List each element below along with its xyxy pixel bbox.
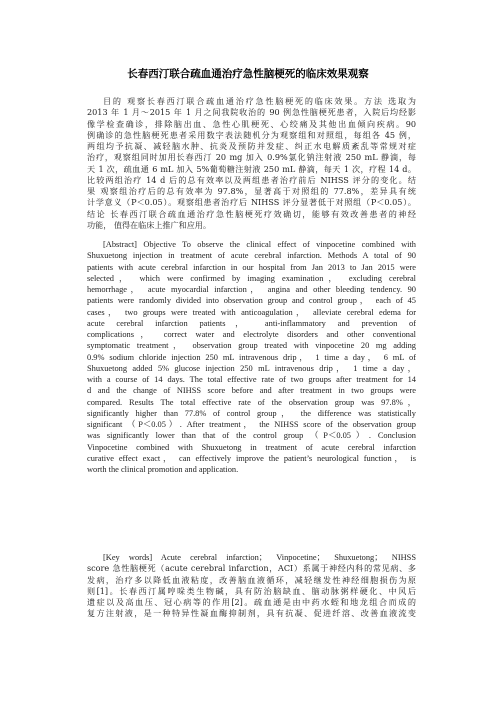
abstract-cn-line: 计学意义（P＜0.05）。观察组患者治疗后 NIHSS 评分显著低于对照组（P＜0.05）。: [87, 197, 416, 208]
intro-line: 遗症以及高血压、冠心病等的作用[2]。疏血通是由中药水蛭和地龙组合而成的: [87, 597, 416, 607]
abstract-en-line: [Abstract] Objective To observe the clinical effect of vinpocetine combined with: [103, 240, 416, 249]
abstract-cn-line: 比较两组治疗 14 d 后的总有效率以及两组患者治疗前后 NIHSS 评分的变化。结: [87, 174, 416, 185]
abstract-en-line: cases， two groups were treated with anticoagulation， alleviate cerebral edema for: [87, 307, 416, 317]
abstract-en-line: Shuxuetong injection in treatment of acute cerebral infarction. Methods A total of 90: [87, 251, 416, 261]
abstract-en-line: Shuxuetong added 5% glucose injection 250 mL intravenous drip， 1 time a day，: [87, 363, 416, 373]
intro-line: score 急性脑梗死（acute cerebral infarction，ACI）系属于神经内科的常见病、多: [87, 563, 416, 574]
abstract-cn-line: 天 1 次，疏血通 6 mL 加入 5%葡萄糖注射液 250 mL 静滴，每天 1 次，疗程 14 d。: [87, 163, 416, 174]
abstract-en-line: 0.9% sodium chloride injection 250 mL intravenous drip， 1 time a day， 6 mL of: [87, 352, 416, 362]
abstract-en-line: significantly higher than 77.8% of control group， the difference was statistically: [87, 408, 416, 418]
abstract-cn-line: 果 观察组治疗后的总有效率为 97.8%，显著高于对照组的 77.8%，差异具有统: [87, 186, 416, 196]
abstract-en-line: was significantly lower than that of the control group （P＜0.05）. Conclusion: [87, 431, 416, 441]
intro-line: 发病，治疗多以降低血液粘度，改善脑血液循环，减轻继发性神经细胞损伤为原: [87, 574, 416, 585]
abstract-en-line: hemorrhage， acute myocardial infarction， angina and other bleeding tendency. 90: [87, 285, 416, 294]
abstract-en-line: symptomatic treatment， observation group treated with vinpocetine 20 mg adding: [87, 341, 416, 351]
abstract-en-line: Vinpocetine combined with Shuxuetong in treatment of acute cerebral infarction: [87, 442, 416, 452]
abstract-cn-line: 例确诊的急性脑梗死患者采用数字表法随机分为观察组和对照组，每组各 45 例，: [87, 129, 416, 140]
intro-line: 则[1]。长春西汀属哼哚类生物碱，具有防治脑缺血、脑动脉粥样硬化、中风后: [87, 585, 416, 596]
abstract-en-line: significant （P＜0.05）. After treatment， the NIHSS score of the observation group: [87, 420, 416, 429]
keywords-and-introduction: [87, 552, 416, 620]
keywords-line: [Key words] Acute cerebral infarction； Vinpocetine； Shuxuetong； NIHSS: [103, 553, 416, 562]
intro-line: 复方注射液，是一种特异性凝血酶抑制剂，具有抗凝、促进纤溶、改善血液流变: [87, 608, 416, 619]
abstract-en-line: d and the change of NIHSS score before and after treatment in two groups were: [87, 386, 416, 396]
abstract-en-line: patients with acute cerebral infarction in our hospital from Jan 2013 to Jan 2015 were: [87, 262, 416, 272]
abstract-en-line: compared. Results The total effective rate of the observation group was 97.8%，: [87, 397, 416, 407]
abstract-cn-line: 功能， 值得在临床上推广和应用。: [87, 219, 211, 230]
abstract-en-line: acute cerebral infarction patients， anti-inflammatory and prevention of: [87, 318, 416, 328]
abstract-cn-line: 治疗，观察组同时加用长春西汀 20 mg 加入 0.9%氯化钠注射液 250 mL 静滴，每: [87, 152, 416, 163]
abstract-en-line: worth the clinical promotion and application.: [87, 465, 239, 474]
abstract-en-line: complications， correct water and electrolyte disorders and other conventional: [87, 330, 416, 339]
abstract-cn-line: 两组均予抗凝、减轻脑水肿、抗炎及预防并发症、纠正水电解质紊乱等常规对症: [87, 141, 416, 151]
chinese-abstract: [87, 96, 416, 231]
abstract-en-line: patients were randomly divided into observation group and control group， each of 45: [87, 296, 416, 306]
abstract-en-line: with a course of 14 days. The total effective rate of two groups after treatment for 14: [87, 375, 416, 384]
abstract-cn-line: 结论 长春西汀联合疏血通治疗急性脑梗死疗效确切，能够有效改善患者的神经: [87, 208, 416, 219]
abstract-cn-line: 像学检查确诊，排除脑出血、急性心肌梗死、心绞痛及其他出血倾向疾病。90: [87, 118, 416, 129]
abstract-en-line: curative effect exact， can effectively improve the patient’s neurological function， is: [87, 453, 416, 463]
abstract-en-line: selected， which were confirmed by imaging examination， excluding cerebral: [87, 273, 416, 283]
english-abstract: [87, 239, 416, 475]
paper-title: 长春西汀联合疏血通治疗急性脑梗死的临床效果观察: [127, 68, 369, 80]
abstract-cn-line: 2013 年 1 月～2015 年 1 月之间我院收治的 90 例急性脑梗死患者，入院后均经影: [87, 107, 416, 118]
abstract-cn-line: 目的 观察长春西汀联合疏血通治疗急性脑梗死的临床效果。方法 选取为: [103, 96, 416, 106]
